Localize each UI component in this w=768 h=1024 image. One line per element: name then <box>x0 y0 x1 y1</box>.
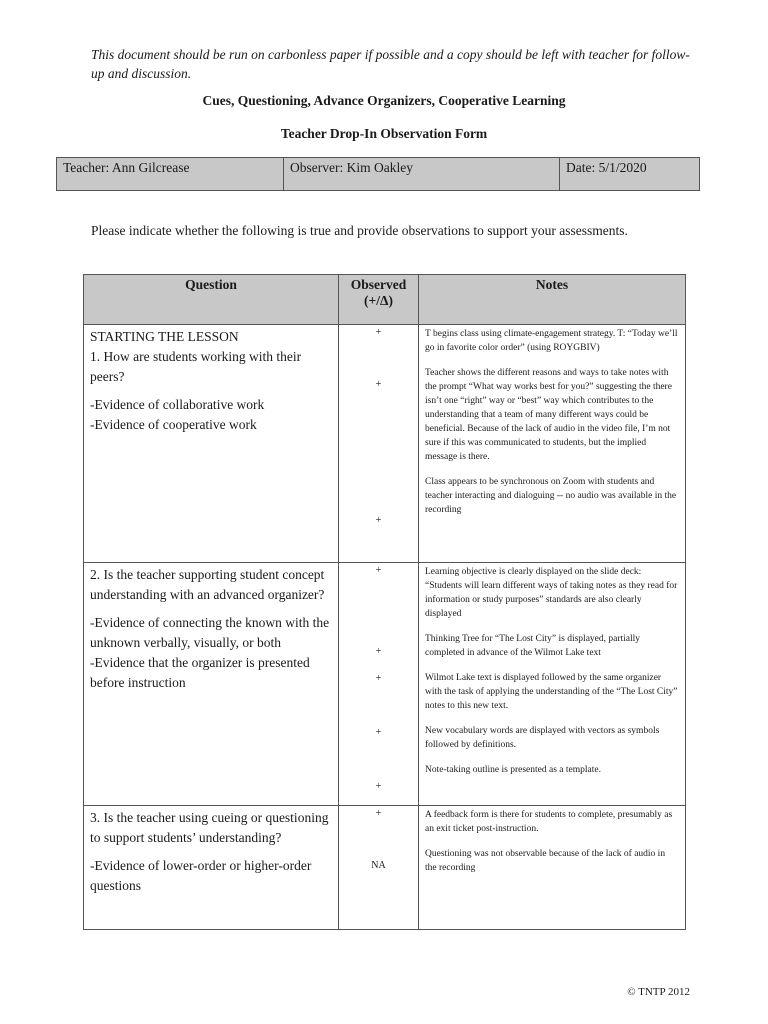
observed-cell <box>339 806 419 930</box>
observed-mark: NA <box>371 860 386 871</box>
question-cell <box>84 325 339 563</box>
question-text: 2. Is the teacher supporting student concept understanding with an advanced organizer? <box>90 567 325 602</box>
evidence-item: -Evidence of collaborative work <box>90 397 265 412</box>
instruction-note: This document should be run on carbonless paper if possible and a copy should be left with teacher for follow-up and discussion. <box>91 47 690 81</box>
note-entry: Teacher shows the different reasons and ways to take notes with the prompt “What way works best for you?” suggesting the there isn’t one “right” way or “best” way which contributes to the understanding that a team of many different ways could be beneficial. Because of the lack of audio in the video file, I’m not sure if this was communicated to students, but the implied message is there. <box>425 368 672 462</box>
observed-mark: + <box>375 565 382 576</box>
observer-field: Observer: Kim Oakley <box>284 158 560 190</box>
observed-cell <box>339 563 419 806</box>
date-field: Date: 5/1/2020 <box>566 160 647 175</box>
info-bar <box>56 157 700 191</box>
question-text: 1. How are students working with their peers? <box>90 349 302 384</box>
observed-mark: + <box>375 646 382 657</box>
table-header-row <box>84 275 686 325</box>
copyright: © TNTP 2012 <box>627 986 690 998</box>
notes-cell <box>419 806 686 930</box>
note-entry: Note-taking outline is presented as a template. <box>425 765 601 775</box>
question-cell <box>84 563 339 806</box>
observation-table <box>83 274 686 930</box>
notes-header: Notes <box>419 275 686 325</box>
observed-header: Observed (+/Δ) <box>339 275 419 325</box>
observed-mark: + <box>375 673 382 684</box>
question-cell <box>84 806 339 930</box>
question-text: 3. Is the teacher using cueing or questioning to support students’ understanding? <box>90 810 329 845</box>
observed-mark: + <box>375 781 382 792</box>
note-entry: Wilmot Lake text is displayed followed by the same organizer with the task of applying the understanding of the “The Lost City” notes to this new text. <box>425 673 678 711</box>
observed-mark: + <box>375 327 382 338</box>
notes-cell <box>419 563 686 806</box>
note-entry: New vocabulary words are displayed with vectors as symbols followed by definitions. <box>425 726 660 750</box>
question-header: Question <box>84 275 339 325</box>
form-subtitle: Teacher Drop-In Observation Form <box>280 126 488 141</box>
observed-mark: + <box>375 379 382 390</box>
section-label: STARTING THE LESSON <box>90 329 239 344</box>
observed-mark: + <box>375 727 382 738</box>
table-row <box>84 325 686 563</box>
observed-mark: + <box>375 515 382 526</box>
observed-mark: + <box>375 808 382 819</box>
note-entry: Learning objective is clearly displayed on the slide deck: “Students will learn different ways of taking notes as they read for information or study purposes” standards are also clearly displayed <box>425 567 678 619</box>
form-title: Cues, Questioning, Advance Organizers, Cooperative Learning <box>202 93 566 108</box>
evidence-item: -Evidence of cooperative work <box>90 417 257 432</box>
table-row <box>84 806 686 930</box>
teacher-field: Teacher: Ann Gilcrease <box>57 158 284 190</box>
observed-cell <box>339 325 419 563</box>
table-row <box>84 563 686 806</box>
note-entry: Questioning was not observable because of the lack of audio in the recording <box>425 849 666 873</box>
evidence-item: -Evidence that the organizer is presented before instruction <box>90 655 310 690</box>
note-entry: Thinking Tree for “The Lost City” is displayed, partially completed in advance of the Wilmot Lake text <box>425 634 641 658</box>
note-entry: T begins class using climate-engagement strategy. T: “Today we’ll go in favorite color order” (using ROYGBIV) <box>425 329 678 353</box>
intro-text: Please indicate whether the following is true and provide observations to support your assessments. <box>91 223 628 238</box>
evidence-item: -Evidence of connecting the known with the unknown verbally, visually, or both <box>90 615 330 650</box>
notes-cell <box>419 325 686 563</box>
note-entry: A feedback form is there for students to complete, presumably as an exit ticket post-instruction. <box>425 810 673 834</box>
evidence-item: -Evidence of lower-order or higher-order questions <box>90 858 312 893</box>
note-entry: Class appears to be synchronous on Zoom with students and teacher interacting and dialoguing -- no audio was available in the recording <box>425 477 677 515</box>
